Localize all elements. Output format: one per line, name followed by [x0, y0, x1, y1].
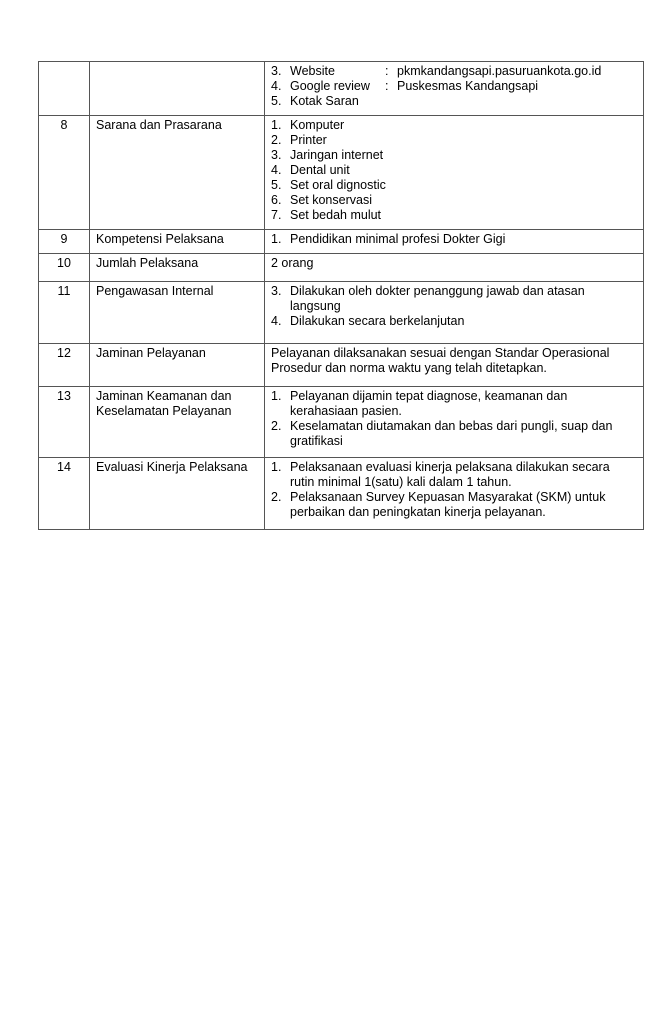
- list-item: 1. Pelaksanaan evaluasi kinerja pelaksana dilakukan secara rutin minimal 1(satu) kali dalam 1 tahun.: [271, 460, 610, 489]
- item-value: Puskesmas Kandangsapi: [397, 79, 539, 93]
- row-label: Jaminan Pelayanan: [90, 344, 265, 387]
- list-item: 1. Pelayanan dijamin tepat diagnose, keamanan dan kerahasiaan pasien.: [271, 389, 568, 418]
- row-number: 8: [39, 116, 90, 230]
- list-item: 2. Printer: [271, 133, 327, 147]
- item-separator: :: [385, 79, 389, 93]
- row-number: [39, 62, 90, 116]
- row-label: Jaminan Keamanan dan Keselamatan Pelayanan: [90, 387, 265, 458]
- row-content: [265, 282, 644, 344]
- table-row: [39, 116, 644, 230]
- list-item: 3. Website : pkmkandangsapi.pasuruankota.go.id: [271, 64, 602, 78]
- table-row: [39, 458, 644, 530]
- list-item: 4. Dilakukan secara berkelanjutan: [271, 314, 465, 328]
- table-row: [39, 282, 644, 344]
- list-item: 1. Pendidikan minimal profesi Dokter Gigi: [271, 232, 506, 246]
- row-label: Evaluasi Kinerja Pelaksana: [90, 458, 265, 530]
- row-number: 14: [39, 458, 90, 530]
- row-label: Kompetensi Pelaksana: [90, 230, 265, 254]
- contact-list: [271, 64, 637, 109]
- table-row: [39, 254, 644, 282]
- list-item: 4. Dental unit: [271, 163, 350, 177]
- row-number: 10: [39, 254, 90, 282]
- list-item: 3. Dilakukan oleh dokter penanggung jawab dan atasan langsung: [271, 284, 585, 313]
- row-label: [90, 62, 265, 116]
- item-key: Kotak Saran: [290, 94, 359, 108]
- row-label: Jumlah Pelaksana: [90, 254, 265, 282]
- item-value: pkmkandangsapi.pasuruankota.go.id: [397, 64, 602, 78]
- row-number: 11: [39, 282, 90, 344]
- row-content: [265, 62, 644, 116]
- list-item: 5. Kotak Saran: [271, 94, 637, 109]
- row-number: 9: [39, 230, 90, 254]
- list-item: 4. Google review : Puskesmas Kandangsapi: [271, 79, 539, 93]
- list-item: 3. Jaringan internet: [271, 148, 384, 162]
- row-label: Sarana dan Prasarana: [90, 116, 265, 230]
- row-content: [265, 387, 644, 458]
- row-content: Pelayanan dilaksanakan sesuai dengan Standar Operasional Prosedur dan norma waktu yang telah ditetapkan.: [265, 344, 644, 387]
- row-number: 12: [39, 344, 90, 387]
- item-separator: :: [385, 64, 389, 78]
- item-key: Google review: [290, 79, 370, 93]
- row-content: [265, 458, 644, 530]
- list-item: 7. Set bedah mulut: [271, 208, 382, 222]
- list-item: 2. Pelaksanaan Survey Kepuasan Masyarakat (SKM) untuk perbaikan dan peningkatan kinerja pelayanan.: [271, 490, 606, 519]
- table-row: [39, 387, 644, 458]
- table-row: [39, 62, 644, 116]
- list-item: 6. Set konservasi: [271, 193, 372, 207]
- list-item: 2. Keselamatan diutamakan dan bebas dari pungli, suap dan gratifikasi: [271, 419, 613, 448]
- list-item: 1. Komputer: [271, 118, 345, 132]
- row-label: Pengawasan Internal: [90, 282, 265, 344]
- service-standard-table: [38, 61, 644, 530]
- list-item: 5. Set oral dignostic: [271, 178, 386, 192]
- row-content: [265, 116, 644, 230]
- row-content: [265, 230, 644, 254]
- row-content: 2 orang: [265, 254, 644, 282]
- row-number: 13: [39, 387, 90, 458]
- table-row: [39, 344, 644, 387]
- item-key: Website: [290, 64, 335, 78]
- table-row: [39, 230, 644, 254]
